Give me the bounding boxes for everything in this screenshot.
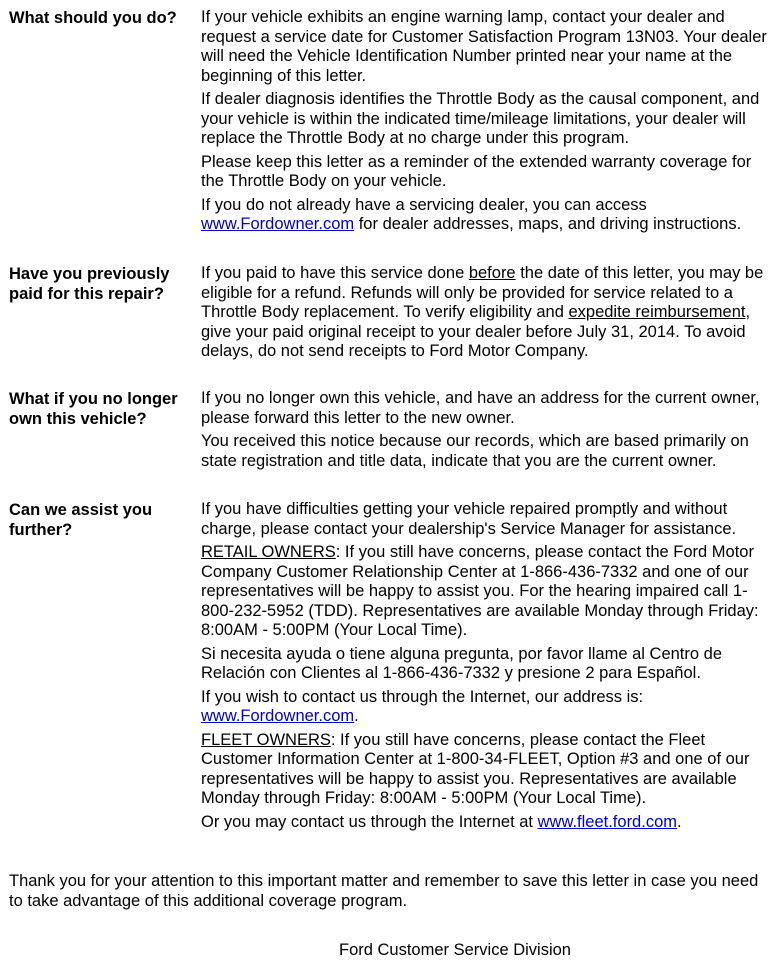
text: If you wish to contact us through the Internet, our address is:	[201, 687, 644, 706]
answer-no-longer-own	[201, 389, 773, 475]
paragraph	[201, 196, 773, 235]
question-what-to-do: What should you do?	[9, 9, 177, 27]
text: If you paid to have this service done	[201, 264, 469, 282]
text: , give your paid original receipt to your dealer before July 31, 2014. To avoid delays, do not send receipts to Ford Motor Company.	[201, 303, 751, 360]
fordowner-link[interactable]: www.Fordowner.com	[201, 707, 355, 725]
answer-what-to-do	[201, 8, 773, 239]
text: .	[354, 707, 359, 725]
paragraph: If you have difficulties getting your vehicle repaired promptly and without charge, please contact your dealership's Service Manager for assistance.	[201, 500, 737, 538]
text: : If you still have concerns, please contact the Fleet Customer Information Center at 1-800-34-FLEET, Option #3 and one of our representatives will be happy to assist you. Representatives are available Monday through Friday: 8:00AM - 5:00PM (Your Local Time).	[201, 730, 750, 807]
question-previously-paid: Have you previously paid for this repair?	[9, 265, 170, 303]
answer-previously-paid	[201, 264, 773, 366]
question-no-longer-own: What if you no longer own this vehicle?	[9, 390, 178, 428]
text: Or you may contact us through the Internet at	[201, 812, 538, 831]
paragraph	[201, 264, 773, 362]
paragraph: If you no longer own this vehicle, and have an address for the current owner, please forward this letter to the new owner.	[201, 389, 760, 427]
text: for dealer addresses, maps, and driving instructions.	[354, 215, 742, 233]
paragraph	[201, 731, 773, 809]
underlined-text: before	[468, 264, 516, 282]
closing-paragraph: Thank you for your attention to this important matter and remember to save this letter in case you need to take advantage of this additional coverage program.	[9, 872, 759, 910]
fordowner-link[interactable]: www.Fordowner.com	[201, 215, 355, 233]
question-assist: Can we assist you further?	[9, 501, 153, 539]
fleet-owners-label: FLEET OWNERS	[201, 730, 331, 749]
paragraph	[201, 688, 773, 727]
paragraph	[201, 813, 773, 833]
paragraph: You received this notice because our records, which are based primarily on state registration and title data, indicate that you are the current owner.	[201, 432, 749, 470]
paragraph: Please keep this letter as a reminder of the extended warranty coverage for the Throttle Body on your vehicle.	[201, 152, 752, 190]
text: the date of this letter, you may be eligible for a refund. Refunds will only be provided for service related to a Throttle Body replacement. To verify eligibility and	[201, 264, 764, 321]
text: If you do not already have a servicing dealer, you can access	[201, 195, 647, 214]
paragraph: If dealer diagnosis identifies the Throttle Body as the causal component, and your vehicle is within the indicated time/mileage limitations, your dealer will replace the Throttle Body at no charge under this program.	[201, 90, 760, 147]
paragraph	[201, 543, 773, 641]
text: .	[677, 812, 682, 831]
paragraph: Si necesita ayuda o tiene alguna pregunta, por favor llame al Centro de Relación con Clientes al 1-866-436-7332 y presione 2 para Español.	[201, 644, 722, 682]
fleet-ford-link[interactable]: www.fleet.ford.com	[537, 812, 677, 831]
signature: Ford Customer Service Division	[339, 941, 571, 959]
answer-assist	[201, 500, 773, 836]
text: : If you still have concerns, please contact the Ford Motor Company Customer Relationship Center at 1-866-436-7332 and one of our representatives will be happy to assist you. For the hearing impaired call 1-800-232-5952 (TDD). Representatives are available Monday through Friday: 8:00AM - 5:00PM (Your Local Time).	[201, 543, 759, 639]
paragraph: If your vehicle exhibits an engine warning lamp, contact your dealer and request a service date for Customer Satisfaction Program 13N03. Your dealer will need the Vehicle Identification Number printed near your name at the beginning of this letter.	[201, 8, 767, 85]
underlined-text: expedite reimbursement	[568, 303, 746, 321]
retail-owners-label: RETAIL OWNERS	[201, 543, 336, 561]
